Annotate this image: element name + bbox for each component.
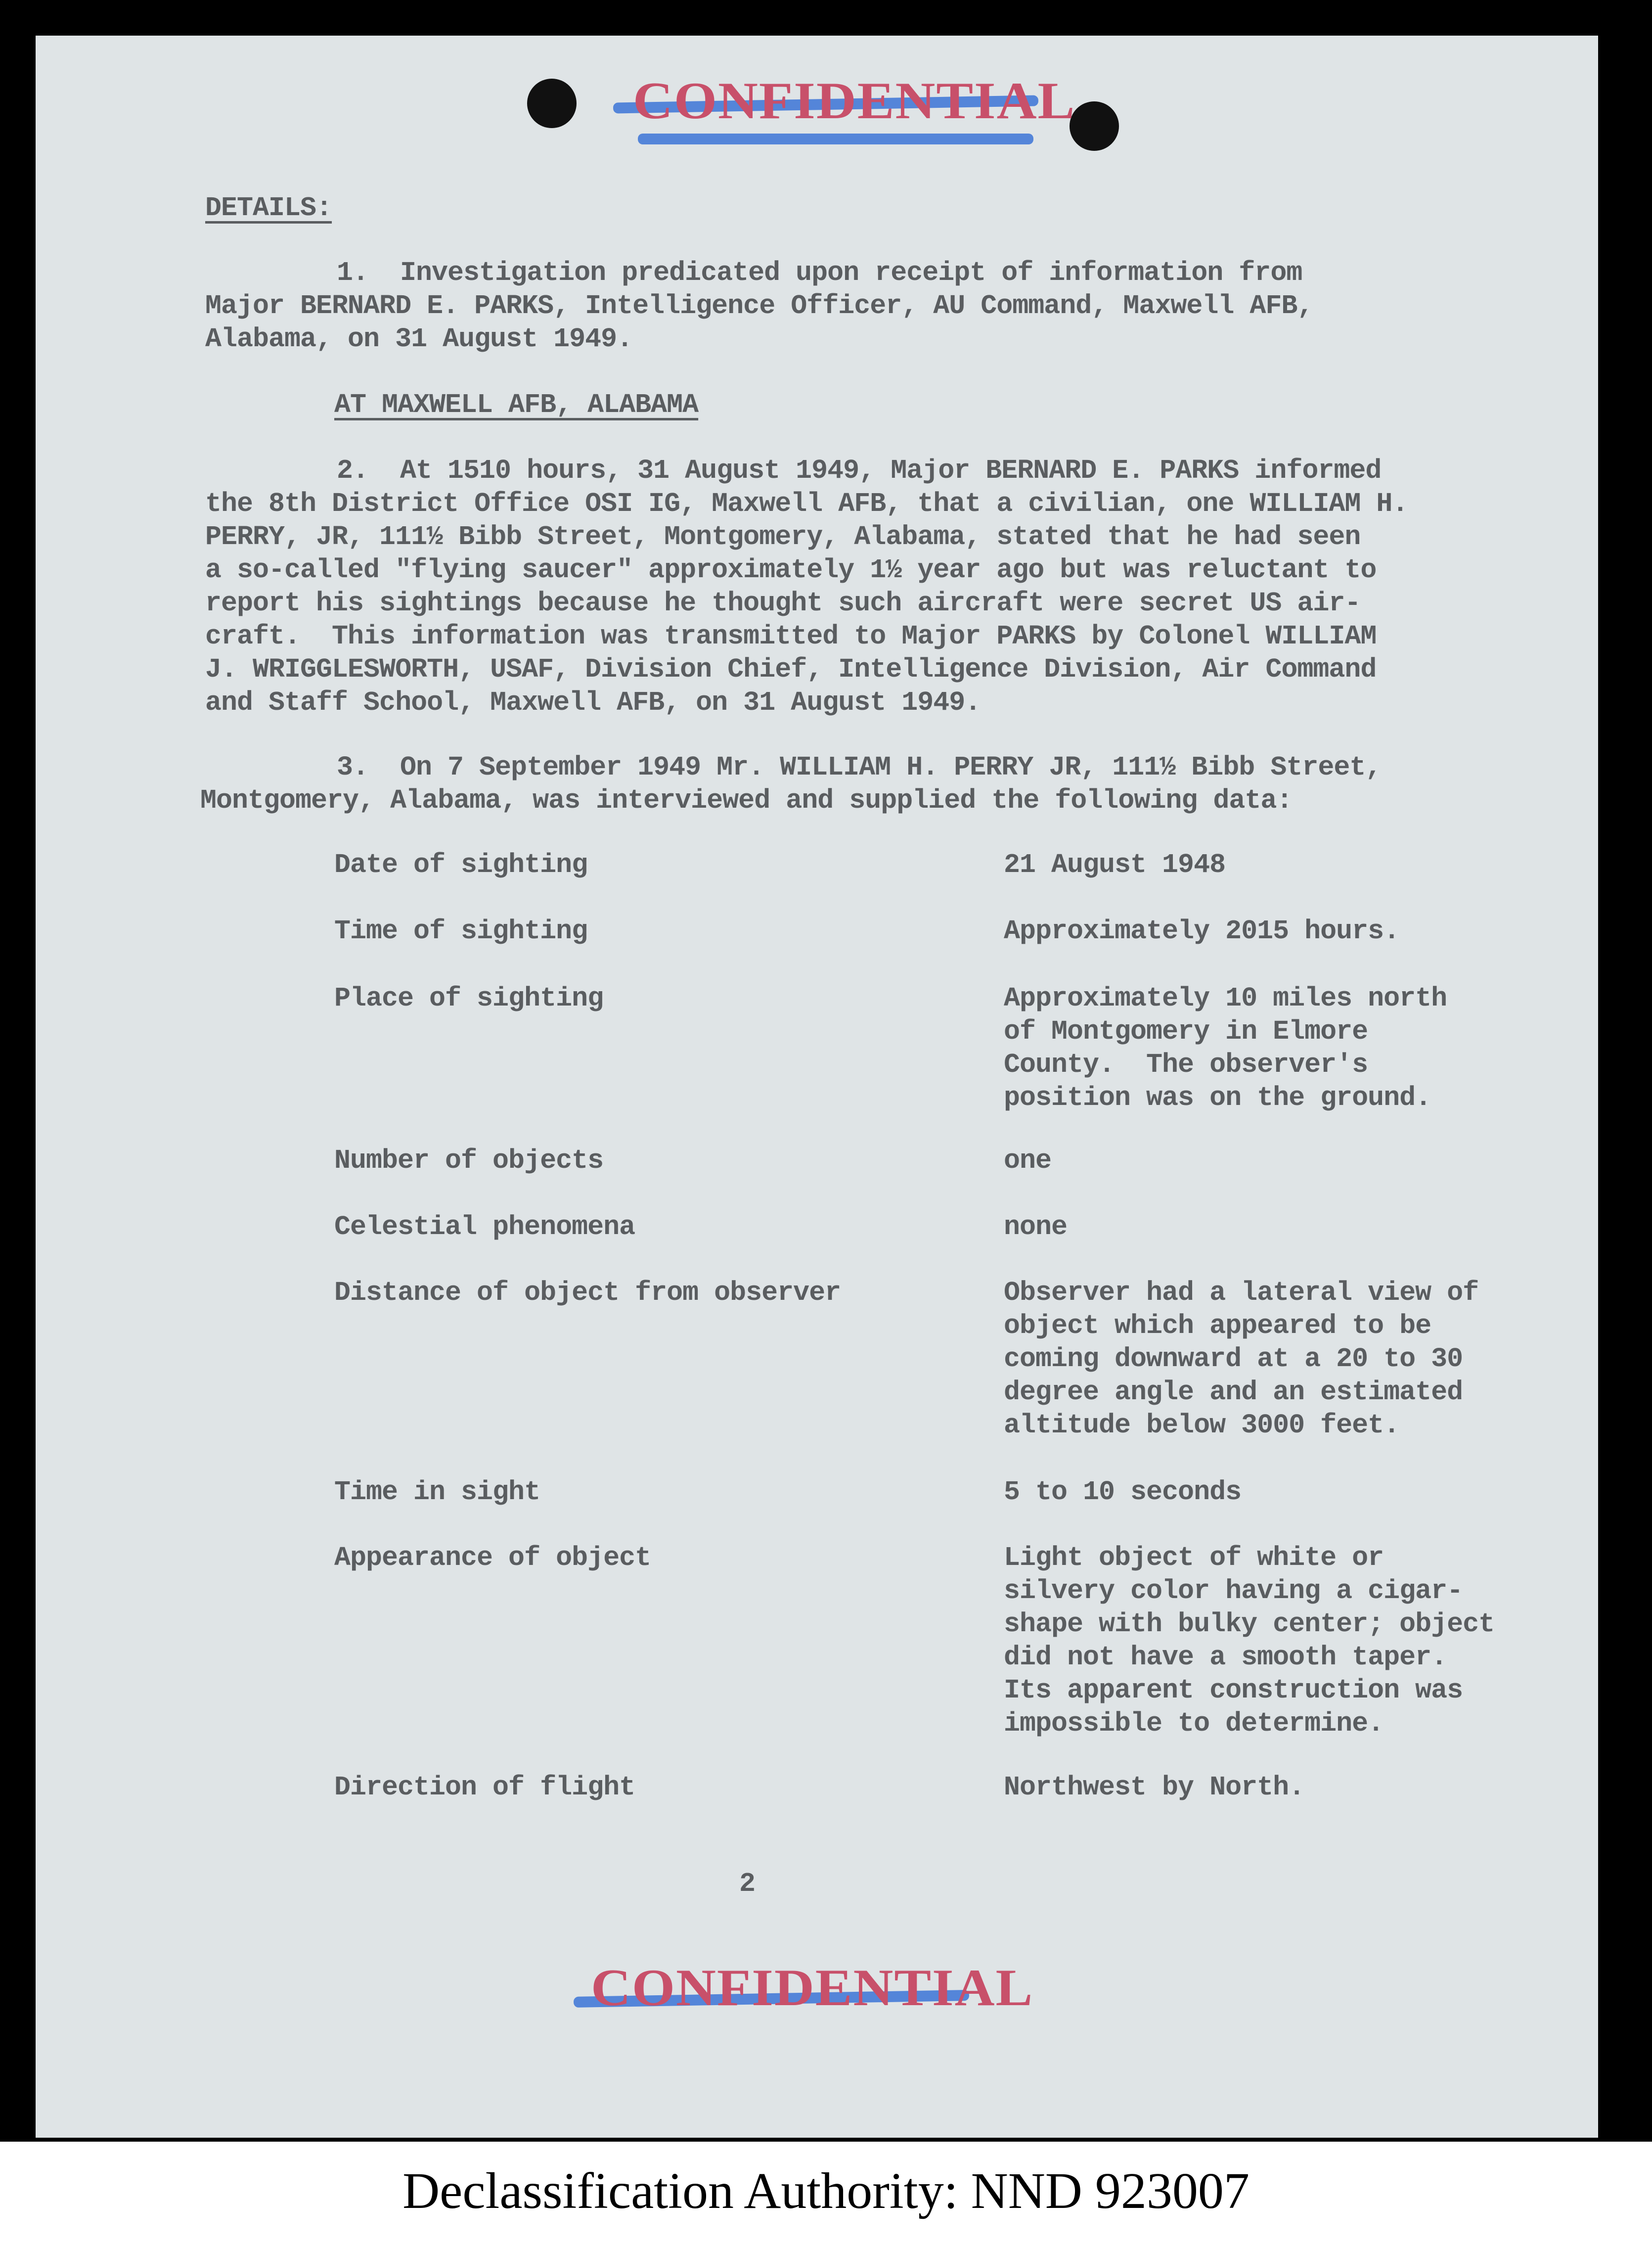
- para2-line: craft. This information was transmitted to Major PARKS by Colonel WILLIAM: [205, 621, 1377, 652]
- para2-line: the 8th District Office OSI IG, Maxwell AFB, that a civilian, one WILLIAM H.: [205, 488, 1408, 519]
- row-label: Direction of flight: [334, 1772, 635, 1803]
- row-label: Place of sighting: [334, 983, 604, 1014]
- para2-line: J. WRIGGLESWORTH, USAF, Division Chief, Intelligence Division, Air Command: [205, 654, 1377, 685]
- row-value: Observer had a lateral view of object which appeared to be coming downward at a 20 to 30 degree angle and an estimated altitude below 3000 feet.: [1004, 1277, 1479, 1441]
- confidential-stamp-top: CONFIDENTIAL: [633, 72, 1076, 130]
- para2-line: a so-called "flying saucer" approximately 1½ year ago but was reluctant to: [205, 554, 1377, 586]
- section-heading: AT MAXWELL AFB, ALABAMA: [334, 389, 699, 420]
- row-label: Celestial phenomena: [334, 1211, 635, 1242]
- para2-line: and Staff School, Maxwell AFB, on 31 August 1949.: [205, 687, 981, 718]
- row-value: one: [1004, 1145, 1052, 1176]
- row-label: Distance of object from observer: [334, 1277, 841, 1308]
- row-value: none: [1004, 1211, 1068, 1242]
- para2-line: report his sightings because he thought such aircraft were secret US air-: [205, 588, 1361, 619]
- row-value: Approximately 2015 hours.: [1004, 916, 1400, 947]
- punch-hole: [527, 79, 577, 128]
- para2-line: PERRY, JR, 111½ Bibb Street, Montgomery, Alabama, stated that he had seen: [205, 521, 1361, 552]
- row-label: Appearance of object: [334, 1542, 651, 1573]
- row-label: Date of sighting: [334, 849, 588, 880]
- para1-line: Alabama, on 31 August 1949.: [205, 323, 633, 355]
- blue-pencil-strike: [638, 134, 1033, 144]
- row-label: Time in sight: [334, 1476, 540, 1508]
- row-value: Approximately 10 miles north of Montgomery in Elmore County. The observer's position was on the ground.: [1004, 983, 1447, 1113]
- para1-line: Major BERNARD E. PARKS, Intelligence Officer, AU Command, Maxwell AFB,: [205, 290, 1313, 321]
- row-value: 5 to 10 seconds: [1004, 1476, 1242, 1508]
- para3-line: 3. On 7 September 1949 Mr. WILLIAM H. PERRY JR, 111½ Bibb Street,: [337, 752, 1382, 783]
- row-value: Northwest by North.: [1004, 1772, 1305, 1803]
- punch-hole: [1070, 101, 1119, 151]
- row-value: Light object of white or silvery color having a cigar- shape with bulky center; object did not have a smooth taper. Its apparent construction was impossible to determine.: [1004, 1542, 1495, 1739]
- confidential-stamp-bottom: CONFIDENTIAL: [591, 1959, 1034, 2017]
- row-label: Number of objects: [334, 1145, 604, 1176]
- declassification-caption: Declassification Authority: NND 923007: [402, 2162, 1250, 2219]
- para2-line: 2. At 1510 hours, 31 August 1949, Major BERNARD E. PARKS informed: [337, 455, 1382, 486]
- page-number: 2: [739, 1868, 756, 1899]
- para1-line: 1. Investigation predicated upon receipt of information from: [337, 257, 1302, 288]
- details-heading: DETAILS:: [205, 192, 332, 224]
- row-label: Time of sighting: [334, 916, 588, 947]
- para3-line: Montgomery, Alabama, was interviewed and supplied the following data:: [200, 785, 1293, 816]
- row-value: 21 August 1948: [1004, 849, 1226, 880]
